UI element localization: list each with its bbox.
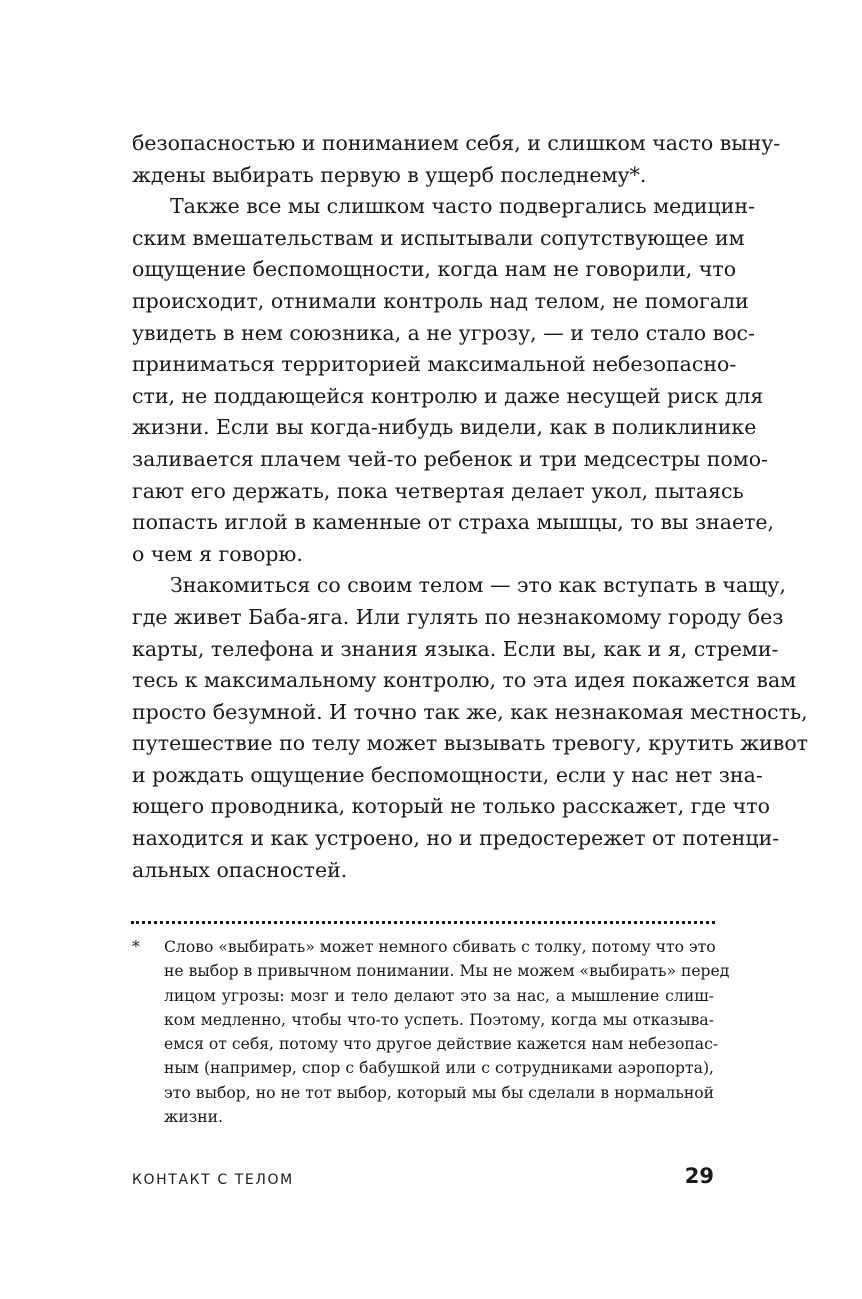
footnote-line: жизни.	[164, 1108, 223, 1127]
body-line: Также все мы слишком часто подвергались медицин-	[170, 194, 755, 219]
footnote-marker: *	[132, 938, 140, 956]
body-line: увидеть в нем союзника, а не угрозу, — и тело стало вос-	[132, 320, 755, 345]
body-line: тесь к максимальному контролю, то эта идея покажется вам	[132, 668, 797, 693]
body-line: заливается плачем чей-то ребенок и три медсестры помо-	[132, 446, 768, 471]
body-line: путешествие по телу может вызывать тревогу, крутить живот	[132, 731, 809, 756]
footnote-line: это выбор, но не тот выбор, который мы бы сделали в нормальной	[164, 1083, 714, 1102]
body-line: альных опасностей.	[132, 857, 348, 882]
body-line: Знакомиться со своим телом — это как вступать в чащу,	[170, 573, 786, 598]
body-line: сти, не поддающейся контролю и даже несущей риск для	[132, 383, 764, 408]
body-line: просто безумной. И точно так же, как незнакомая местность,	[132, 699, 808, 724]
body-line: происходит, отнимали контроль над телом, не помогали	[132, 288, 749, 313]
body-line: жизни. Если вы когда-нибудь видели, как в поликлинике	[132, 415, 757, 440]
body-line: где живет Баба-яга. Или гулять по незнакомому городу без	[132, 604, 784, 629]
body-line: находится и как устроено, но и предостережет от потенци-	[132, 826, 780, 851]
body-line: приниматься территорией максимальной небезопасно-	[132, 352, 737, 377]
body-line: ждены выбирать первую в ущерб последнему*.	[132, 162, 647, 187]
footnote-line: Слово «выбирать» может немного сбивать с толку, потому что это	[164, 938, 716, 956]
body-text	[132, 128, 809, 886]
footnote-line: емся от себя, потому что другое действие кажется нам небезопас-	[164, 1035, 719, 1054]
footnote	[132, 935, 730, 1129]
body-line: безопасностью и пониманием себя, и слишком часто выну-	[132, 131, 781, 155]
running-head: КОНТАКТ С ТЕЛОМ	[132, 1172, 294, 1188]
body-line: о чем я говорю.	[132, 541, 303, 566]
body-line: гают его держать, пока четвертая делает укол, пытаясь	[132, 478, 744, 503]
footnote-divider	[131, 921, 715, 924]
footnote-line: ком медленно, чтобы что-то успеть. Поэтому, когда мы отказыва-	[164, 1010, 714, 1029]
footnote-line: не выбор в привычном понимании. Мы не можем «выбирать» перед	[164, 962, 730, 981]
body-line: ским вмешательствам и испытывали сопутствующее им	[132, 225, 745, 250]
footnote-line: лицом угрозы: мозг и тело делают это за нас, а мышление слиш-	[164, 986, 714, 1005]
footnote-line: ным (например, спор с бабушкой или с сотрудниками аэропорта),	[164, 1059, 714, 1078]
page-number: 29	[684, 1164, 714, 1188]
body-line: ющего проводника, который не только расскажет, где что	[132, 794, 770, 819]
footnote-body	[164, 935, 730, 1129]
body-line: карты, телефона и знания языка. Если вы, как и я, стреми-	[132, 636, 779, 661]
body-line: и рождать ощущение беспомощности, если у нас нет зна-	[132, 762, 763, 787]
body-line: ощущение беспомощности, когда нам не говорили, что	[132, 257, 737, 282]
body-line: попасть иглой в каменные от страха мышцы, то вы знаете,	[132, 510, 775, 535]
